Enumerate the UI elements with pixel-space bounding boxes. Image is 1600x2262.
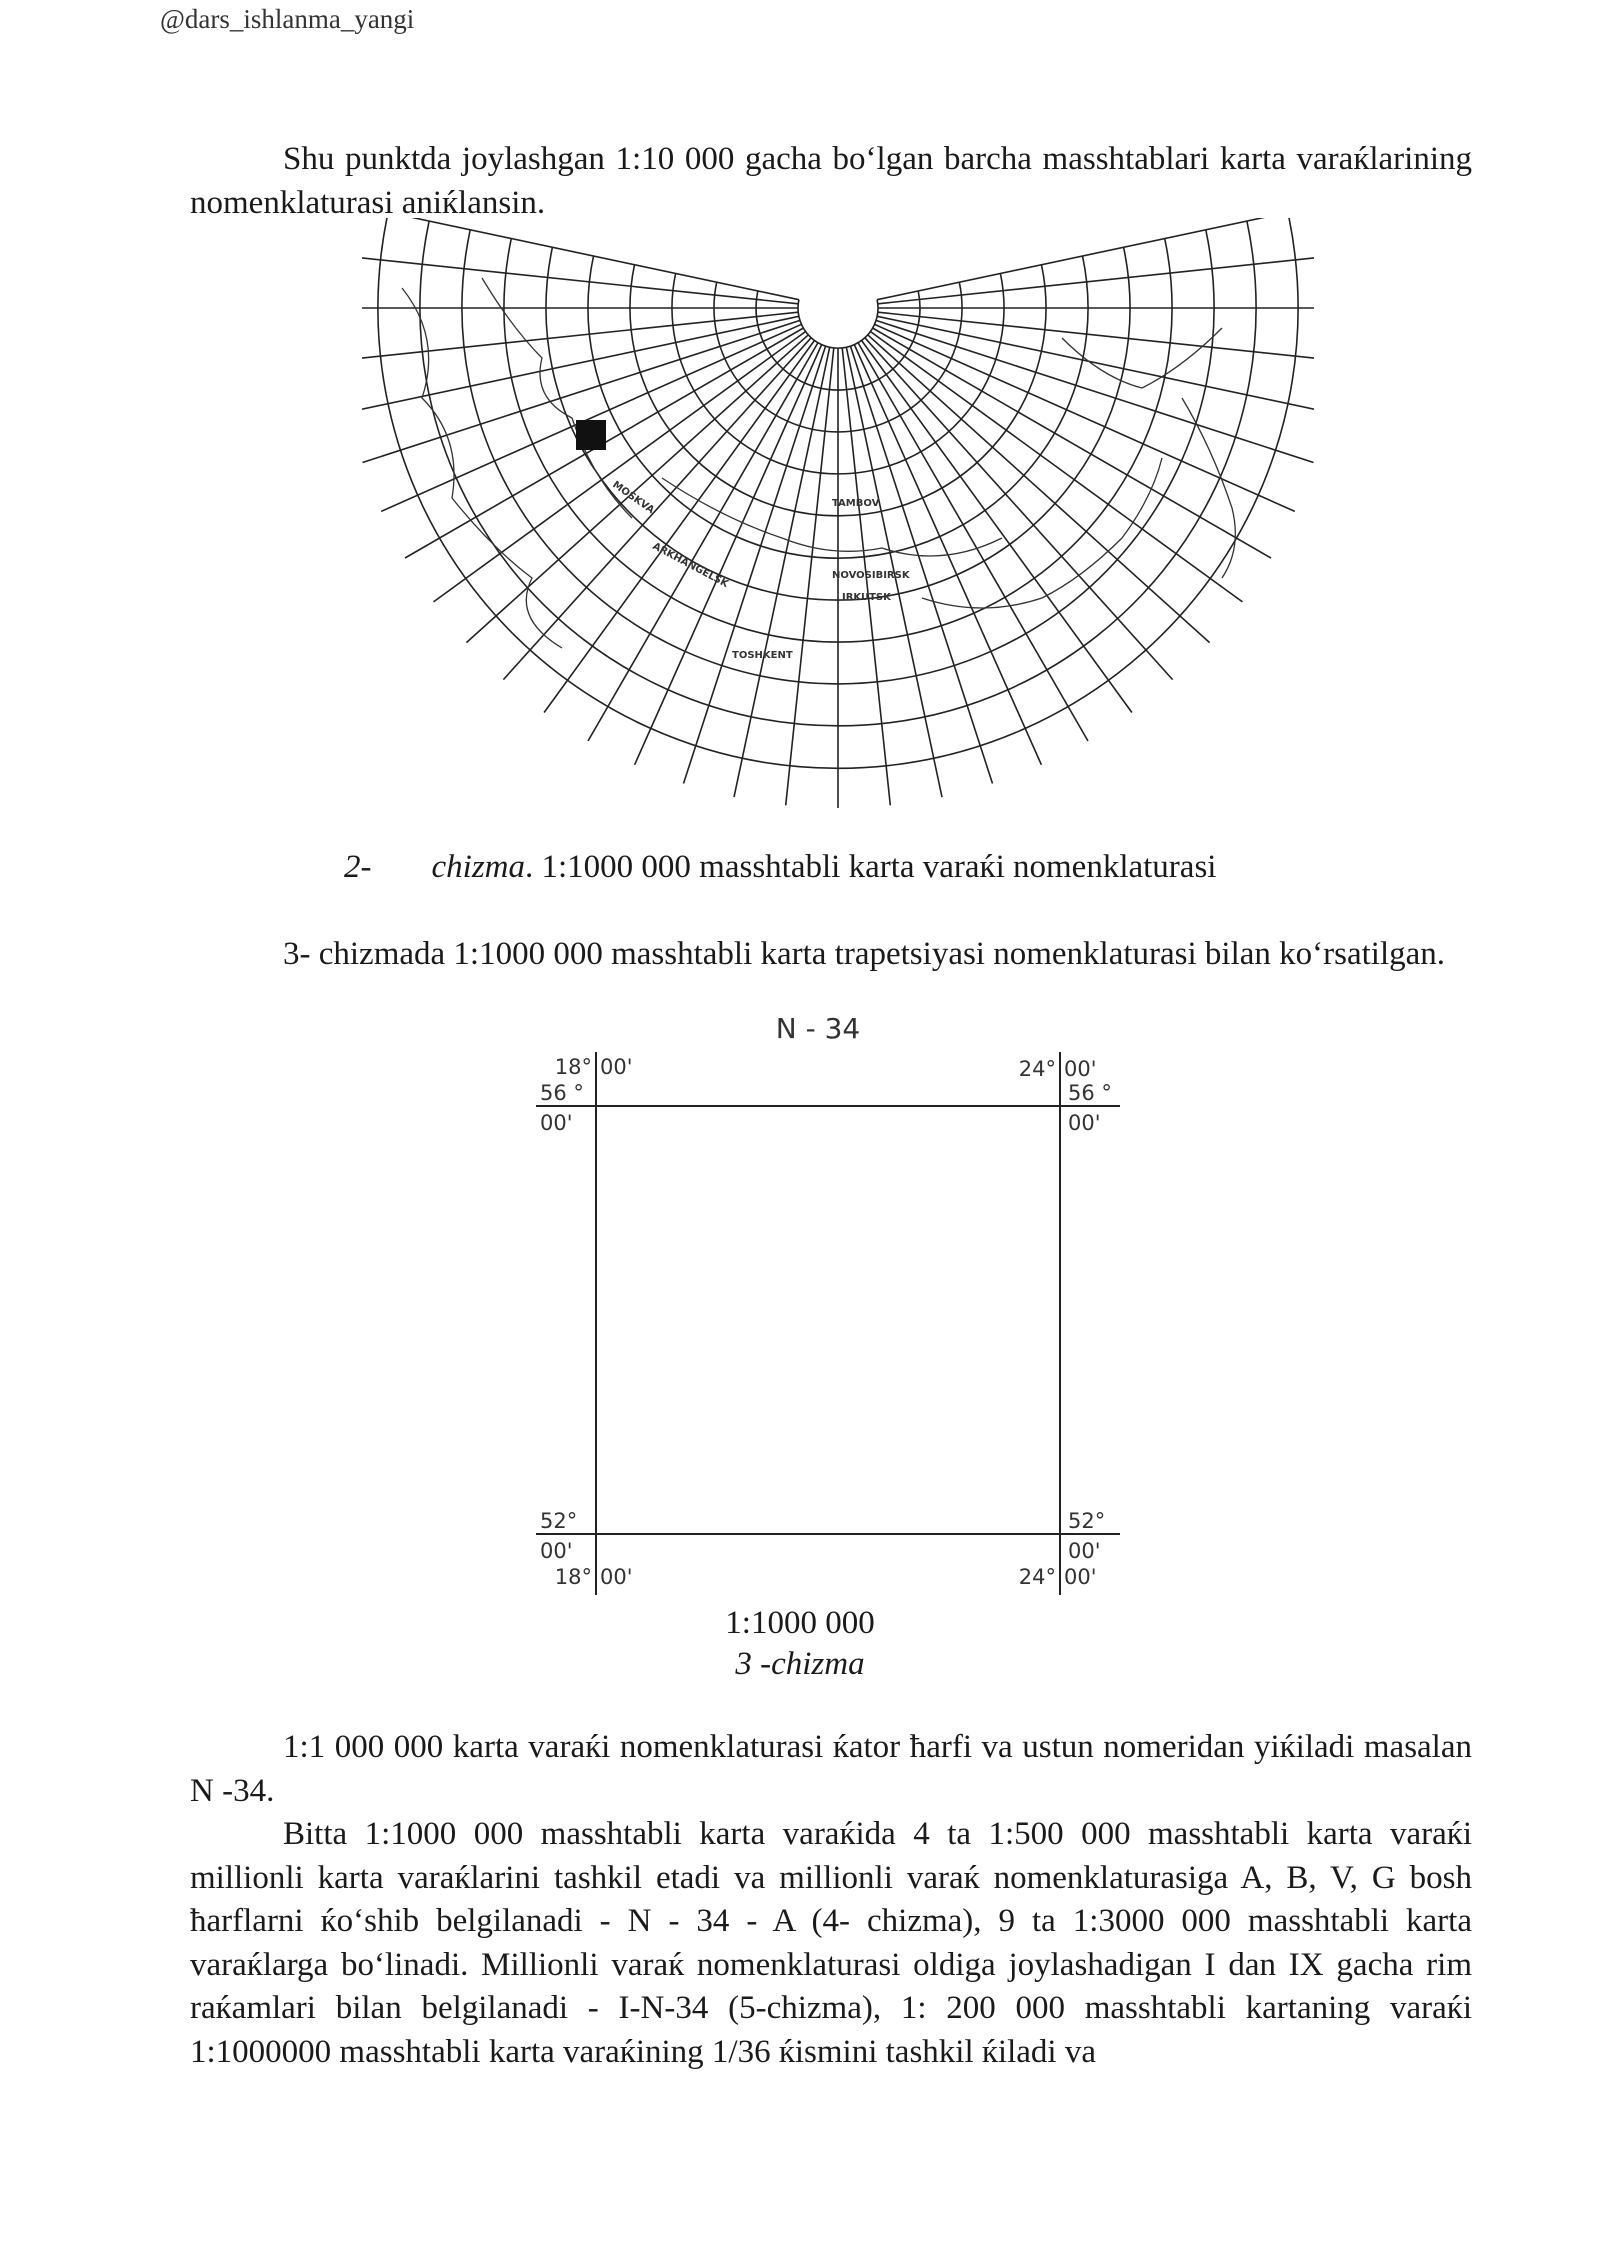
caption-number: 2- <box>344 849 372 885</box>
meridian-line <box>362 312 798 360</box>
tr-lon-min: 00' <box>1064 1057 1097 1081</box>
meridian-line <box>362 256 798 304</box>
paragraph-figure-3-intro: 3- chizmada 1:1000 000 masshtabli karta trapetsiyasi nomenklaturasi bilan koʻrsatilgan. <box>283 936 1446 972</box>
meridian-line <box>588 343 818 741</box>
highlighted-sheet <box>576 420 606 450</box>
br-lon-min: 00' <box>1064 1565 1097 1589</box>
tr-lat-min: 00' <box>1068 1111 1101 1135</box>
meridian-line <box>786 348 834 806</box>
br-lat-min: 00' <box>1068 1539 1101 1563</box>
tl-lat-min: 00' <box>540 1111 573 1135</box>
meridian-line <box>362 316 799 412</box>
map-coastlines <box>402 278 1235 648</box>
bl-lat-deg: 52° <box>540 1509 578 1533</box>
bl-lon-deg: 18° <box>554 1565 592 1589</box>
bl-lat-min: 00' <box>540 1539 573 1563</box>
parallel-line <box>798 300 878 348</box>
map-label: MOSKVA <box>610 479 657 517</box>
meridian-line <box>877 316 1314 412</box>
tr-lat-deg: 56 ° <box>1068 1081 1112 1105</box>
figure-map-projection <box>362 218 1314 808</box>
bl-lon-min: 00' <box>600 1565 633 1589</box>
meridian-line <box>858 343 1088 741</box>
paragraph-subdivision: Bitta 1:1000 000 masshtabli karta varaќida 4 ta 1:500 000 masshtabli karta varaќi millionli karta varaќlarini tashkil etadi va millionli varaќ nomenklaturasiga A, B, V, G bosh ћarflarni ќoʻshib belgilanadi - N - 34 - A (4- chizma), 9 ta 1:3000 000 masshtabli karta varaќlarga boʻlinadi. Millionli varaќ nomenklaturasi oldiga joylashadigan I dan IX gacha rim raќamlari bilan belgilanadi - I-N-34 (5-chizma), 1: 200 000 masshtabli kartaning varaќi 1:1000000 masshtabli karta varaќining 1/36 ќismini tashkil ќiladi va <box>190 1816 1472 2070</box>
map-label: NOVOSIBIRSK <box>832 570 910 581</box>
paragraph-intro: Shu punktda joylashgan 1:10 000 gacha boʻlgan barcha masshtablari karta varaќlarining nomenklaturasi aniќlansin. <box>190 141 1472 221</box>
tl-lat-deg: 56 ° <box>540 1081 584 1105</box>
tr-lon-deg: 24° <box>1018 1057 1056 1081</box>
map-label: TOSHKENT <box>732 650 793 661</box>
sheet-title: N - 34 <box>775 1012 861 1045</box>
caption-text: . 1:1000 000 masshtabli karta varaќi nomenklaturasi <box>525 849 1217 885</box>
figure-trapezoid <box>520 1010 1140 1610</box>
tl-lon-min: 00' <box>600 1055 633 1079</box>
map-grid <box>362 218 1314 808</box>
caption-word: chizma <box>431 849 525 885</box>
figure-3-caption: 3 -chizma <box>735 1646 865 1682</box>
map-label: ARKHANGELSK <box>650 540 730 591</box>
watermark: @dars_ishlanma_yangi <box>160 4 415 34</box>
tl-lon-deg: 18° <box>554 1055 592 1079</box>
map-label: IRKUTSK <box>842 592 891 603</box>
meridian-line <box>878 256 1314 304</box>
br-lon-deg: 24° <box>1018 1565 1056 1589</box>
map-label: TAMBOV <box>832 498 880 509</box>
br-lat-deg: 52° <box>1068 1509 1106 1533</box>
meridian-line <box>878 312 1314 360</box>
meridian-line <box>734 347 830 797</box>
figure-3-scale: 1:1000 000 <box>725 1605 875 1641</box>
paragraph-nomenclature: 1:1 000 000 karta varaќi nomenklaturasi ќator ћarfi va ustun nomeridan yiќiladi masalan N -34. <box>190 1729 1472 1809</box>
trapezoid-frame <box>536 1052 1120 1595</box>
figure-2-caption <box>344 846 1216 889</box>
meridian-line <box>873 328 1271 558</box>
